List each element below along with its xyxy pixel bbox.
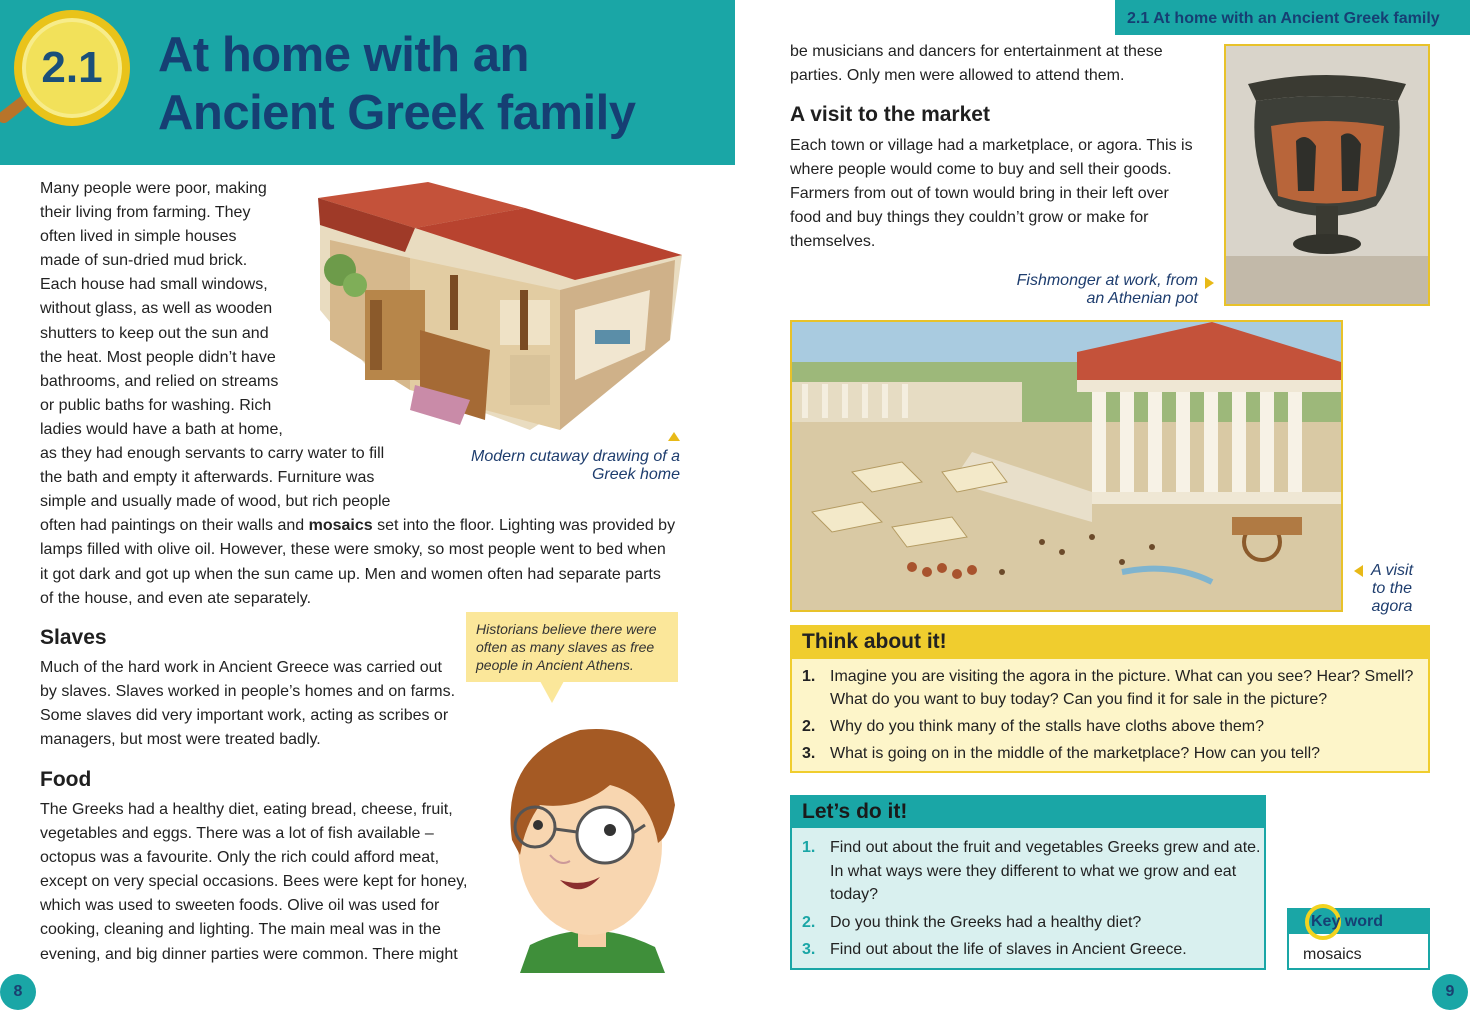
think-about-it-box xyxy=(790,625,1430,773)
item-number: 3. xyxy=(802,745,816,762)
item-text: today? xyxy=(830,886,879,903)
food-heading: Food xyxy=(40,768,92,791)
item-number: 2. xyxy=(802,913,816,931)
food-paragraph xyxy=(40,798,470,967)
text-line: the bath and empty it afterwards. Furniture was xyxy=(40,469,375,487)
chapter-title xyxy=(158,26,718,142)
text-line: parties. Only men were allowed to attend them. xyxy=(790,67,1125,85)
speech-bubble-tail xyxy=(540,681,564,703)
item-text: Do you think the Greeks had a healthy diet? xyxy=(830,913,1142,931)
text-fragment: often had paintings on their walls and xyxy=(40,517,309,535)
page-number-left: 8 xyxy=(0,974,36,1010)
key-word-box xyxy=(1287,908,1430,970)
running-head: 2.1 At home with an Ancient Greek family xyxy=(1115,0,1470,35)
item-number: 1. xyxy=(802,839,816,856)
text-line: Each house had small windows, xyxy=(40,276,268,294)
caption-line: Fishmonger at work, from xyxy=(1016,272,1198,289)
text-line: bathrooms, and relied on streams xyxy=(40,372,279,390)
text-line: Each town or village had a marketplace, or agora. This is xyxy=(790,137,1193,154)
item-text: What do you want to buy today? Can you find it for sale in the picture? xyxy=(830,691,1328,708)
text-line: managers, but most were treated badly. xyxy=(40,731,321,749)
text-line: their living from farming. They xyxy=(40,204,251,222)
caption-line: Greek home xyxy=(591,466,680,483)
text-line: ladies would have a bath at home, xyxy=(40,420,283,438)
caption-line: an Athenian pot xyxy=(1086,290,1198,307)
title-band xyxy=(0,0,735,165)
text-line: cooking, cleaning and lighting. The main meal was in the xyxy=(40,921,441,939)
text-line: be musicians and dancers for entertainment at these xyxy=(790,43,1163,60)
text-line: of the house, and even ate separately. xyxy=(40,589,312,607)
text-line: made of sun-dried mud brick. xyxy=(40,252,248,270)
market-heading: A visit to the market xyxy=(790,103,990,126)
text-line: lamps filled with olive oil. However, these were smoky, so most people went to bed when xyxy=(40,541,666,559)
text-line: themselves. xyxy=(790,233,876,251)
item-number: 2. xyxy=(802,718,816,735)
item-text: What is going on in the middle of the marketplace? How can you tell? xyxy=(830,745,1321,762)
text-line: except on very special occasions. Bees were kept for honey, xyxy=(40,873,468,891)
page-number-right: 9 xyxy=(1432,974,1468,1010)
market-paragraph xyxy=(790,134,1210,254)
caption-line: agora xyxy=(1371,598,1413,615)
key-word-header xyxy=(1289,910,1428,934)
vase-image xyxy=(1226,46,1428,304)
slaves-heading: Slaves xyxy=(40,626,107,649)
think-about-it-heading: Think about it! xyxy=(792,627,1428,659)
text-fragment: set into the floor. Lighting was provided by xyxy=(372,517,676,535)
cartoon-boy-illustration xyxy=(490,715,690,973)
speech-bubble: Historians believe there were often as many slaves as free people in Ancient Athens. xyxy=(466,612,678,682)
list-item xyxy=(802,715,1428,738)
lets-do-it-heading: Let’s do it! xyxy=(792,797,1264,828)
list-item xyxy=(802,836,1264,907)
think-questions-list xyxy=(792,659,1428,765)
lets-do-it-box xyxy=(790,795,1266,970)
text-line: or public baths for washing. Rich xyxy=(40,396,272,414)
text-line: simple and usually made of wood, but rich people xyxy=(40,493,391,511)
caption-pointer-icon xyxy=(1205,277,1214,289)
text-line: The Greeks had a healthy diet, eating bread, cheese, fruit, xyxy=(40,801,453,818)
keyword-mosaics: mosaics xyxy=(308,517,373,535)
chapter-number: 2.1 xyxy=(41,43,103,92)
chapter-title-line1: At home with an xyxy=(158,28,529,82)
item-text: In what ways were they different to what we grow and eat xyxy=(830,862,1237,880)
text-line: often lived in simple houses xyxy=(40,228,237,246)
caption-line: Modern cutaway drawing of a xyxy=(471,448,680,465)
text-line: octopus was a favourite. Only the rich could afford meat, xyxy=(40,849,440,867)
activities-list xyxy=(792,828,1264,962)
item-number: 3. xyxy=(802,941,816,958)
slaves-paragraph xyxy=(40,656,460,752)
athenian-pot-photo xyxy=(1224,44,1430,306)
house-caption xyxy=(440,448,680,484)
text-line: vegetables and eggs. There was a lot of fish available – xyxy=(40,825,434,843)
list-item xyxy=(802,742,1428,765)
vase-caption xyxy=(960,272,1198,308)
key-word-term: mosaics xyxy=(1303,946,1362,963)
agora-illustration xyxy=(790,320,1343,612)
list-item xyxy=(802,938,1264,962)
text-line: without glass, as well as wooden xyxy=(40,300,273,318)
list-item xyxy=(802,911,1264,935)
text-line: Many people were poor, making xyxy=(40,180,267,197)
agora-caption xyxy=(1362,562,1422,616)
key-word-label: Key word xyxy=(1311,913,1384,930)
caption-line: A visit xyxy=(1370,562,1414,579)
text-line: by slaves. Slaves worked in people’s homes and on farms. xyxy=(40,683,456,701)
magnifier-icon xyxy=(14,10,130,126)
item-number: 1. xyxy=(802,668,816,685)
greek-house-cutaway-illustration xyxy=(310,180,682,432)
text-line: evening, and big dinner parties were common. There might xyxy=(40,945,458,963)
text-line: where people would come to buy and sell their goods. xyxy=(790,161,1172,179)
text-line: Farmers from out of town would bring in their left over xyxy=(790,185,1169,203)
party-paragraph xyxy=(790,40,1210,88)
agora-image xyxy=(792,322,1341,610)
text-line: as they had enough servants to carry water to fill xyxy=(40,445,385,463)
text-line: food and buy things they couldn’t grow or make for xyxy=(790,209,1149,227)
item-text: Why do you think many of the stalls have cloths above them? xyxy=(830,718,1265,735)
text-line: the heat. Most people didn’t have xyxy=(40,348,276,366)
item-text: Find out about the fruit and vegetables Greeks grew and ate. xyxy=(830,839,1261,856)
chapter-title-line2: Ancient Greek family xyxy=(158,86,636,140)
text-line: Much of the hard work in Ancient Greece was carried out xyxy=(40,659,442,676)
text-line: it got dark and got up when the sun came up. Men and women often had separate parts xyxy=(40,565,661,583)
item-text: Imagine you are visiting the agora in the picture. What can you see? Hear? Smell? xyxy=(830,668,1414,685)
caption-line: to the xyxy=(1371,580,1413,597)
text-line: Some slaves did very important work, acting as scribes or xyxy=(40,707,449,725)
caption-pointer-icon xyxy=(668,432,680,441)
text-line: which was used to sweeten foods. Olive oil was used for xyxy=(40,897,440,915)
item-text: Find out about the life of slaves in Ancient Greece. xyxy=(830,941,1187,958)
text-line: shutters to keep out the sun and xyxy=(40,324,269,342)
list-item xyxy=(802,665,1428,711)
text-line-with-keyword xyxy=(40,514,680,538)
